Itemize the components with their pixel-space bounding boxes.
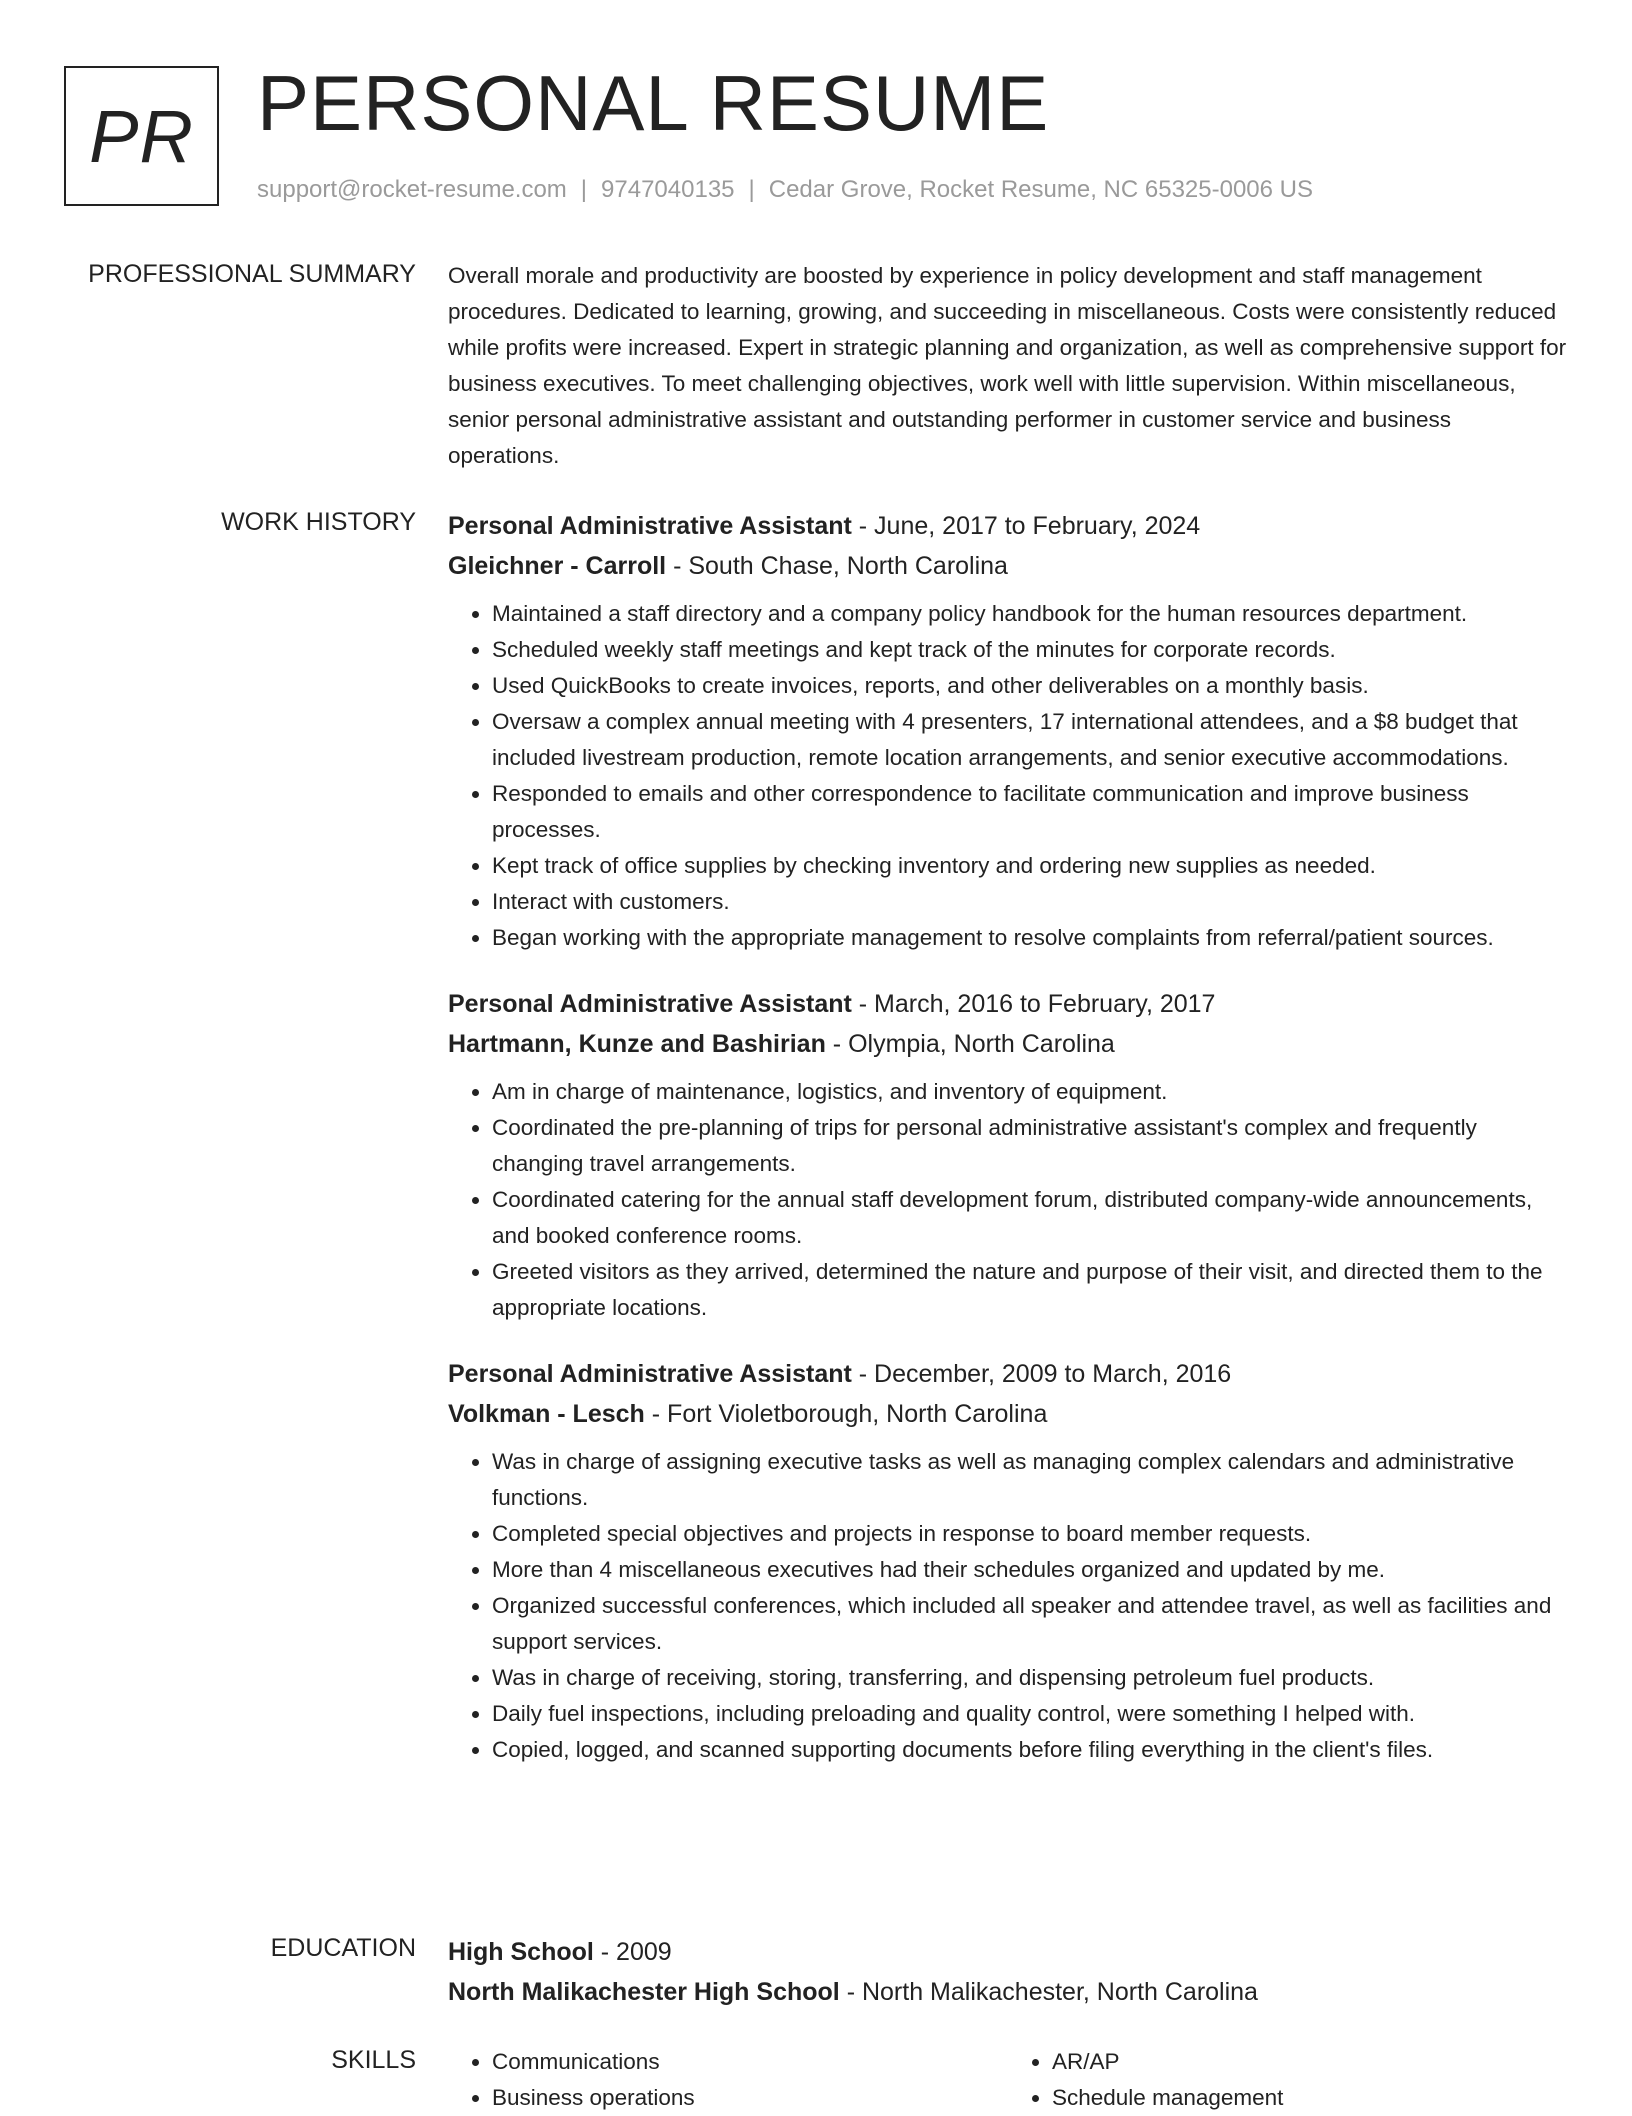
education-year: - 2009 <box>593 1938 672 1966</box>
job-title-line <box>448 984 1568 1024</box>
education-school-line <box>448 1972 1568 2012</box>
education-degree: High School <box>448 1938 594 1966</box>
job-bullet: • Began working with the appropriate management to resolve complaints from referral/patient sources. <box>492 920 1568 956</box>
job-dates: - March, 2016 to February, 2017 <box>851 990 1216 1018</box>
skills-list-left <box>448 2044 1008 2116</box>
job-company: Volkman - Lesch <box>448 1400 645 1428</box>
job-bullet: • More than 4 miscellaneous executives had their schedules organized and updated by me. <box>492 1552 1568 1588</box>
job-bullet: • Am in charge of maintenance, logistics, and inventory of equipment. <box>492 1074 1568 1110</box>
skill-item: • Business operations <box>492 2080 1008 2116</box>
job-bullet: • Scheduled weekly staff meetings and kept track of the minutes for corporate records. <box>492 632 1568 668</box>
job-company: Hartmann, Kunze and Bashirian <box>448 1030 826 1058</box>
job-location: - South Chase, North Carolina <box>666 552 1008 580</box>
skill-item: • AR/AP <box>1052 2044 1568 2080</box>
job-bullet: • Was in charge of receiving, storing, transferring, and dispensing petroleum fuel products. <box>492 1660 1568 1696</box>
job-bullet: • Coordinated the pre-planning of trips for personal administrative assistant's complex and frequently changing travel arrangements. <box>492 1110 1568 1182</box>
skill-item: • Schedule management <box>1052 2080 1568 2116</box>
contact-address: Cedar Grove, Rocket Resume, NC 65325-0006 US <box>768 176 1314 203</box>
job-bullet: • Coordinated catering for the annual staff development forum, distributed company-wide announcements, and booked conference rooms. <box>492 1182 1568 1254</box>
contact-email: support@rocket-resume.com <box>257 176 567 203</box>
skills-heading: SKILLS <box>331 2046 416 2074</box>
job-bullet-list <box>448 1074 1568 1326</box>
job-bullet-list <box>448 596 1568 956</box>
job-list <box>448 506 1568 1796</box>
job-title-line <box>448 1354 1568 1394</box>
job-bullet: • Daily fuel inspections, including preloading and quality control, were something I helped with. <box>492 1696 1568 1732</box>
job-title: Personal Administrative Assistant <box>448 512 852 540</box>
contact-phone: 9747040135 <box>601 176 735 203</box>
job-location: - Olympia, North Carolina <box>825 1030 1115 1058</box>
resume-title: PERSONAL RESUME <box>257 59 1050 147</box>
job-bullet-list <box>448 1444 1568 1768</box>
work-history-heading: WORK HISTORY <box>221 508 416 536</box>
education-degree-line <box>448 1932 1568 1972</box>
contact-line <box>257 176 1313 204</box>
job-company-line <box>448 546 1568 586</box>
job-bullet: • Responded to emails and other correspondence to facilitate communication and improve business processes. <box>492 776 1568 848</box>
education-location: - North Malikachester, North Carolina <box>839 1978 1258 2006</box>
job-dates: - June, 2017 to February, 2024 <box>851 512 1201 540</box>
job-title: Personal Administrative Assistant <box>448 990 852 1018</box>
job-title-line <box>448 506 1568 546</box>
job-bullet: • Greeted visitors as they arrived, determined the nature and purpose of their visit, and directed them to the appropriate locations. <box>492 1254 1568 1326</box>
summary-text: Overall morale and productivity are boosted by experience in policy development and staff management procedures. Dedicated to learning, growing, and succeeding in miscellaneous. Costs were consistently reduced while profits were increased. Expert in strategic planning and organization, as well as comprehensive support for business executives. To meet challenging objectives, work well with little supervision. Within miscellaneous, senior personal administrative assistant and outstanding performer in customer service and business operations. <box>448 263 1567 468</box>
education-heading: EDUCATION <box>270 1934 416 1962</box>
job-entry <box>448 984 1568 1326</box>
job-bullet: • Completed special objectives and projects in response to board member requests. <box>492 1516 1568 1552</box>
job-dates: - December, 2009 to March, 2016 <box>851 1360 1232 1388</box>
job-bullet: • Interact with customers. <box>492 884 1568 920</box>
job-company-line <box>448 1394 1568 1434</box>
skills-list-right <box>1008 2044 1568 2116</box>
job-entry <box>448 1354 1568 1768</box>
job-bullet: • Oversaw a complex annual meeting with 4 presenters, 17 international attendees, and a $8 budget that included livestream production, remote location arrangements, and senior executive accommodations. <box>492 704 1568 776</box>
job-company-line <box>448 1024 1568 1064</box>
skills-columns <box>448 2044 1568 2116</box>
monogram-logo: PR <box>64 66 219 206</box>
skill-item: • Communications <box>492 2044 1008 2080</box>
contact-separator: | <box>580 176 588 203</box>
job-bullet: • Maintained a staff directory and a company policy handbook for the human resources department. <box>492 596 1568 632</box>
job-bullet: • Copied, logged, and scanned supporting documents before filing everything in the client's files. <box>492 1732 1568 1768</box>
summary-heading: PROFESSIONAL SUMMARY <box>88 260 416 288</box>
job-bullet: • Organized successful conferences, which included all speaker and attendee travel, as well as facilities and support services. <box>492 1588 1568 1660</box>
job-bullet: • Was in charge of assigning executive tasks as well as managing complex calendars and administrative functions. <box>492 1444 1568 1516</box>
education-school: North Malikachester High School <box>448 1978 840 2006</box>
job-title: Personal Administrative Assistant <box>448 1360 852 1388</box>
job-bullet: • Kept track of office supplies by checking inventory and ordering new supplies as needed. <box>492 848 1568 884</box>
job-company: Gleichner - Carroll <box>448 552 667 580</box>
job-location: - Fort Violetborough, North Carolina <box>644 1400 1048 1428</box>
contact-separator: | <box>748 176 755 203</box>
job-bullet: • Used QuickBooks to create invoices, reports, and other deliverables on a monthly basis. <box>492 668 1568 704</box>
job-entry <box>448 506 1568 956</box>
